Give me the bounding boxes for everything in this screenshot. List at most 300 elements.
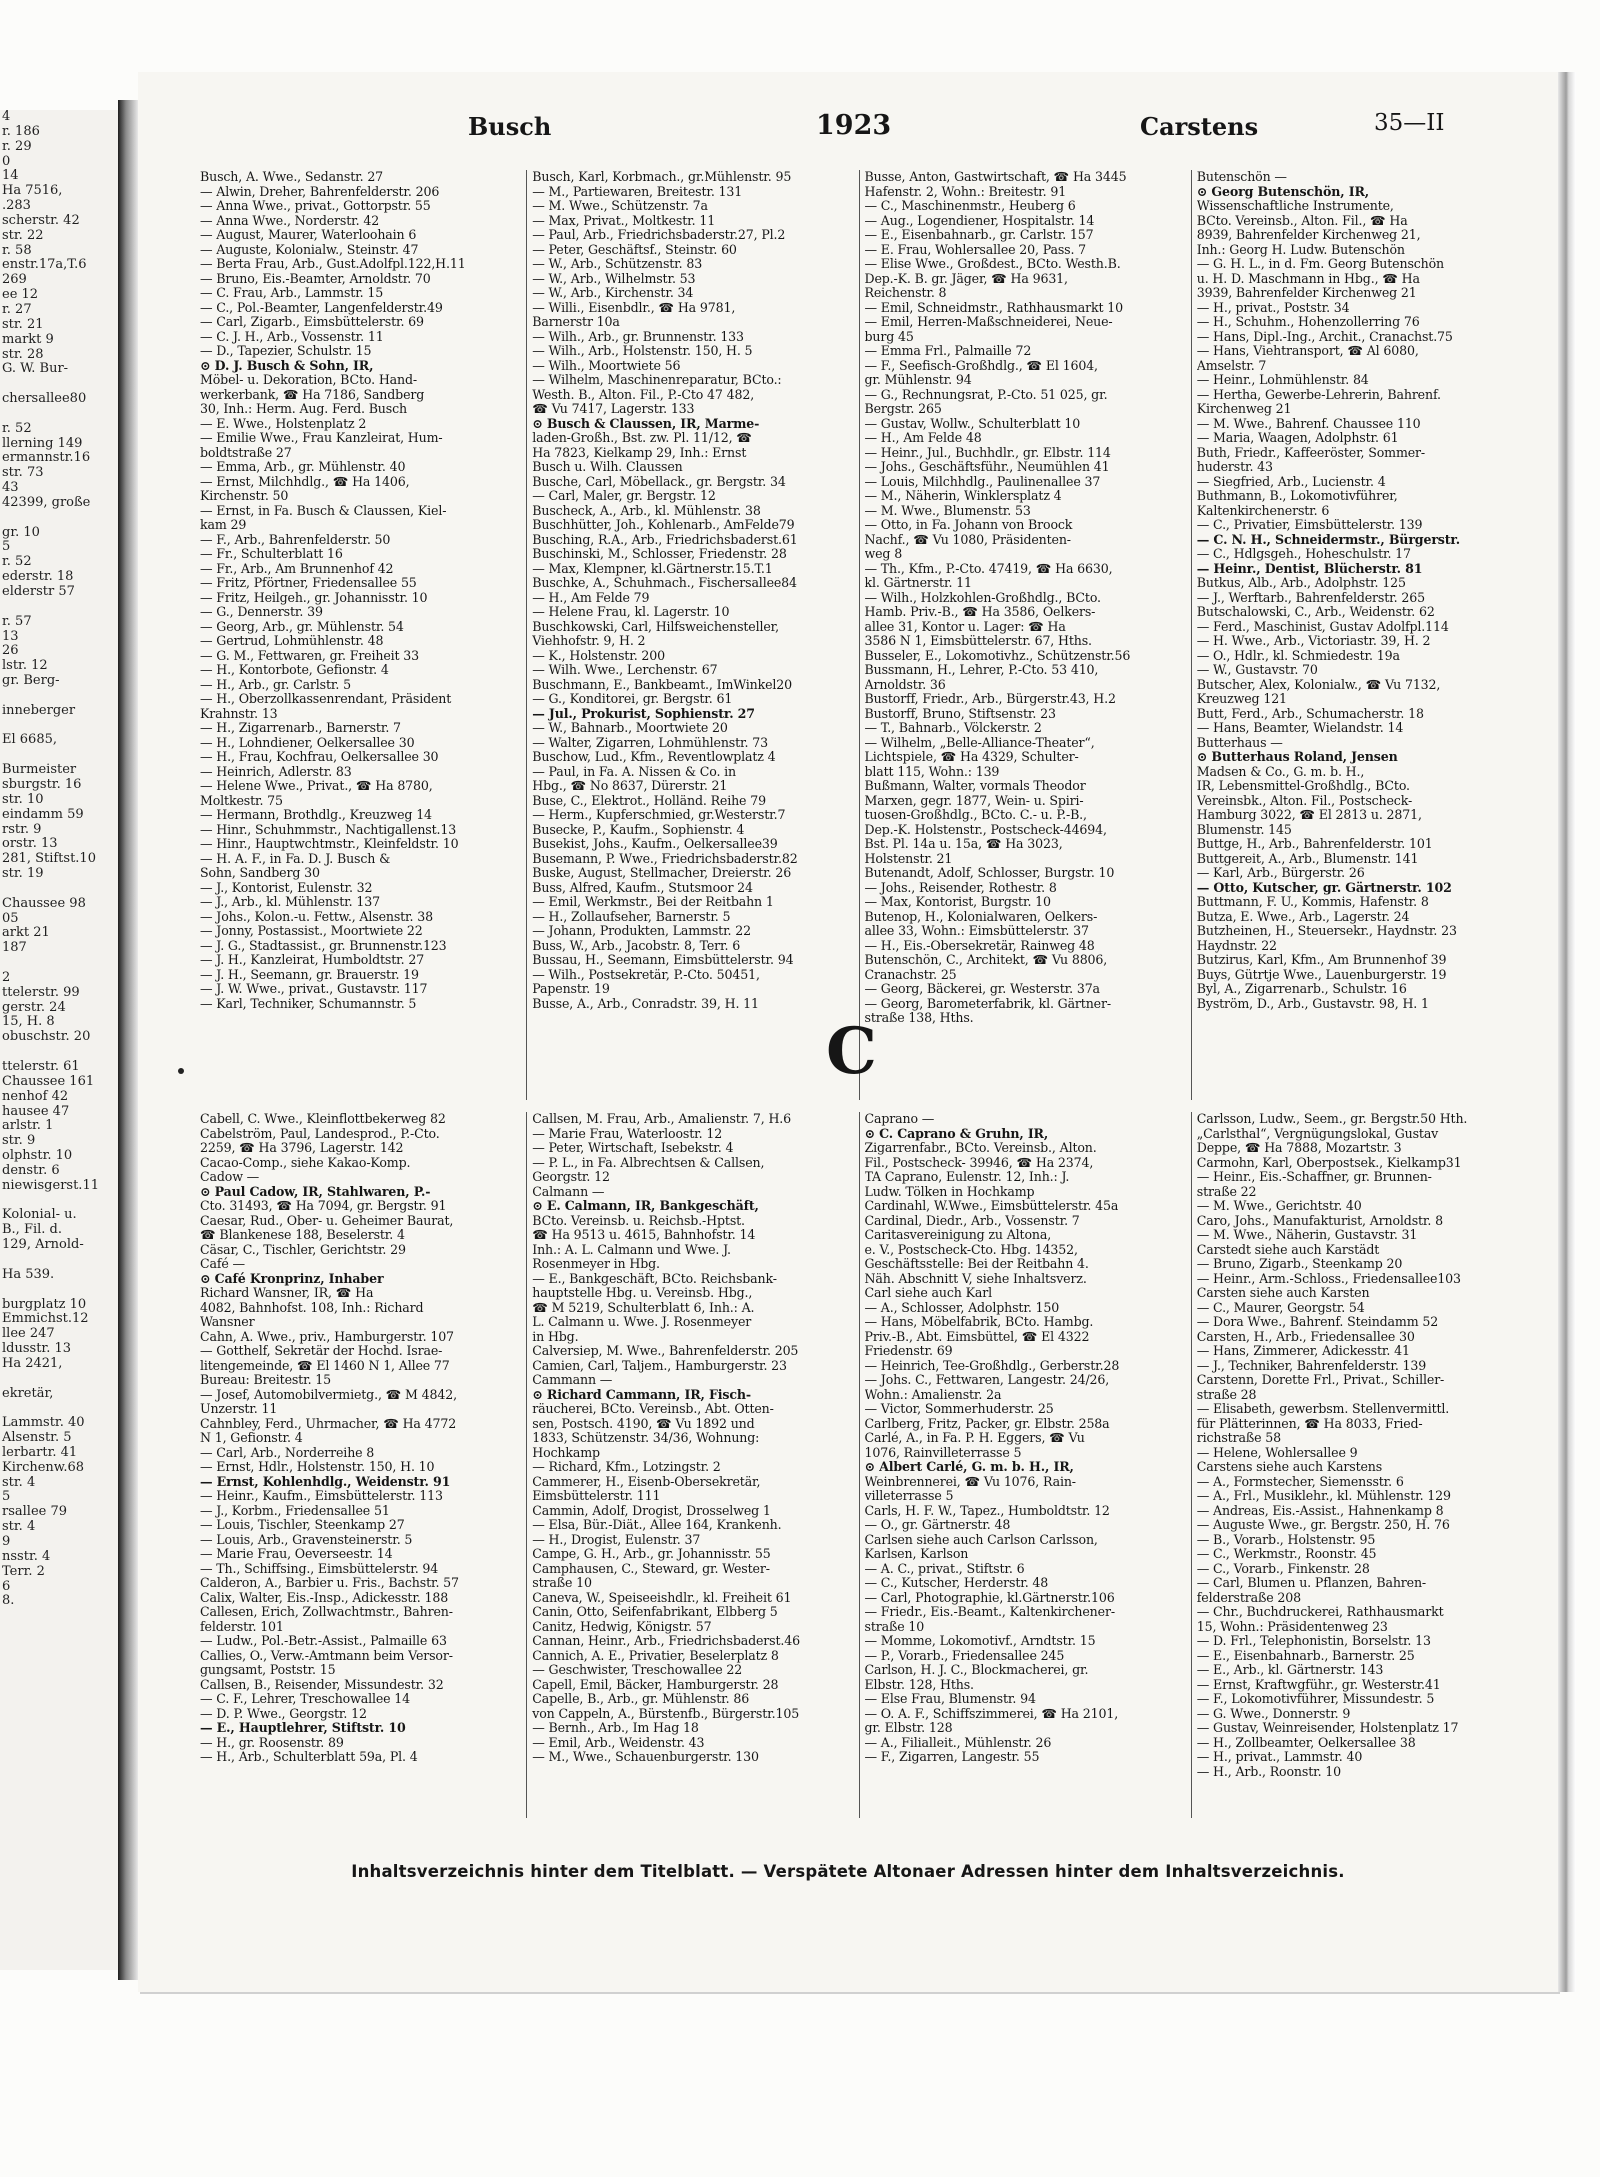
- directory-entry-line: — W., Arb., Kirchenstr. 34: [532, 286, 694, 300]
- fragment-line: [0, 689, 118, 704]
- fragment-line: 14: [2, 168, 19, 184]
- directory-entry-line: Butenschön —: [1196, 170, 1287, 184]
- directory-entry-line: Cranachstr. 25: [864, 967, 957, 982]
- directory-entry-line: — W., Arb., Wilhelmstr. 53: [532, 271, 696, 286]
- fragment-line: [0, 511, 118, 526]
- directory-entry-line: Cahn, A. Wwe., priv., Hamburgerstr. 107: [200, 1329, 454, 1344]
- directory-entry-line: — Wilhelm, Maschinenreparatur, BCto.:: [532, 373, 782, 387]
- fragment-line: r. 58: [2, 242, 32, 258]
- column-3: [865, 1112, 1192, 1818]
- directory-entry-line: Byström, D., Arb., Gustavstr. 98, H. 1: [1196, 996, 1429, 1011]
- fragment-line: [0, 1253, 118, 1268]
- directory-entry-line: Callsen, M. Frau, Arb., Amalienstr. 7, H.6: [532, 1112, 792, 1126]
- directory-entry-line: — Fritz, Heilgeh., gr. Johannisstr. 10: [200, 590, 428, 605]
- directory-entry-line: ☎ Blankenese 188, Beselerstr. 4: [200, 1228, 405, 1242]
- directory-entry-line: — H., Arb., gr. Carlstr. 5: [200, 677, 351, 692]
- directory-entry-line: — Hertha, Gewerbe-Lehrerin, Bahrenf.: [1196, 387, 1441, 402]
- directory-entry-line: Kirchenstr. 50: [200, 489, 289, 503]
- directory-entry-line: von Cappeln, A., Bürstenfb., Bürgerstr.105: [532, 1706, 800, 1721]
- directory-entry-line: 1833, Schützenstr. 34/36, Wohnung:: [532, 1431, 760, 1445]
- directory-entry-line: Zigarrenfabr., BCto. Vereinsb., Alton.: [864, 1141, 1097, 1155]
- directory-entry-line: — O. A. F., Schiffszimmerei, ☎ Ha 2101,: [864, 1706, 1119, 1721]
- fragment-line: [0, 600, 118, 615]
- fragment-line: Terr. 2: [2, 1563, 45, 1579]
- fragment-line: 269: [2, 272, 27, 288]
- fragment-line: inneberger: [2, 702, 76, 718]
- directory-entry-line: Hamburg 3022, ☎ El 2813 u. 2871,: [1196, 808, 1422, 822]
- directory-entry-line: Cardinahl, W.Wwe., Eimsbüttelerstr. 45a: [864, 1199, 1119, 1213]
- directory-entry-line: Kaltenkirchenerstr. 6: [1196, 503, 1330, 518]
- directory-entry-line: — Emil, Werkmstr., Bei der Reitbahn 1: [532, 895, 774, 909]
- directory-entry-line: — Wilh., Postsekretär, P.-Cto. 50451,: [532, 967, 760, 982]
- fragment-line: G. W. Bur-: [2, 361, 69, 377]
- directory-entry-line: Hamb. Priv.-B., ☎ Ha 3586, Oelkers-: [864, 605, 1096, 619]
- directory-entry-line: — H., Frau, Kochfrau, Oelkersallee 30: [200, 750, 439, 764]
- fragment-line: [0, 882, 118, 897]
- directory-entry-line: Campe, G. H., Arb., gr. Johannisstr. 55: [532, 1547, 771, 1561]
- directory-entry-line: — C. F., Lehrer, Treschowallee 14: [200, 1692, 411, 1706]
- directory-entry-line: Karlsen, Karlson: [864, 1547, 969, 1561]
- directory-entry-line: Buss, Alfred, Kaufm., Stutsmoor 24: [532, 880, 753, 895]
- directory-entry-line: L. Calmann u. Wwe. J. Rosenmeyer: [532, 1315, 752, 1329]
- directory-entry-line: — H., Am Felde 48: [864, 431, 982, 445]
- fragment-line: rstr. 9: [2, 821, 42, 837]
- directory-entry-line: — E., Eisenbahnarb., gr. Carlstr. 157: [864, 228, 1094, 242]
- directory-entry-line: kl. Gärtnerstr. 11: [864, 576, 972, 590]
- directory-entry-line: — Friedr., Eis.-Beamt., Kaltenkirchener-: [864, 1605, 1115, 1619]
- fragment-line: str. 4: [2, 1519, 36, 1535]
- fragment-line: 129, Arnold-: [2, 1237, 84, 1253]
- directory-entry-line: — J. W. Wwe., privat., Gustavstr. 117: [200, 982, 428, 996]
- directory-entry-line: Buschow, Lud., Kfm., Reventlowplatz 4: [532, 750, 776, 764]
- directory-entry-line: Bustorff, Friedr., Arb., Bürgerstr.43, H.2: [864, 692, 1116, 706]
- directory-entry-line: Caritasvereinigung zu Altona,: [864, 1228, 1052, 1242]
- directory-entry-line: allee 31, Kontor u. Lager: ☎ Ha: [864, 619, 1066, 634]
- directory-entry-line: Vereinsbk., Alton. Fil., Postscheck-: [1196, 793, 1413, 808]
- directory-entry-line: — Peter, Wirtschaft, Isebekstr. 4: [532, 1141, 734, 1155]
- directory-entry-line: — Carl, Blumen u. Pflanzen, Bahren-: [1196, 1576, 1427, 1590]
- directory-entry-line: Wissenschaftliche Instrumente,: [1196, 199, 1394, 213]
- fragment-line: str. 21: [2, 316, 44, 332]
- directory-entry-line: Bustorff, Bruno, Stiftsenstr. 23: [864, 706, 1056, 721]
- directory-entry-line: Cannan, Heinr., Arb., Friedrichsbaderst.46: [532, 1634, 800, 1648]
- directory-entry-line: — E., Eisenbahnarb., Barnerstr. 25: [1196, 1648, 1415, 1663]
- directory-entry-line: Cammann —: [532, 1373, 613, 1387]
- directory-entry-line: Reichenstr. 8: [864, 286, 947, 300]
- directory-entry-line: — Heinr., Arm.-Schloss., Friedensallee103: [1196, 1271, 1461, 1286]
- fragment-line: ldusstr. 13: [2, 1341, 72, 1357]
- directory-entry-line: — Anna Wwe., Norderstr. 42: [200, 213, 380, 228]
- directory-entry-line: Busch u. Wilh. Claussen: [532, 460, 683, 474]
- directory-entry-line: ⊙ Busch & Claussen, IR, Marme-: [532, 416, 760, 431]
- directory-entry-line: — Carl, Arb., Norderreihe 8: [200, 1445, 375, 1460]
- directory-entry-line: Callies, O., Verw.-Amtmann beim Versor-: [200, 1648, 453, 1663]
- directory-entry-line: e. V., Postscheck-Cto. Hbg. 14352,: [864, 1242, 1078, 1257]
- directory-entry-line: werkerbank, ☎ Ha 7186, Sandberg: [200, 387, 425, 402]
- directory-entry-line: — Emil, Arb., Weidenstr. 43: [532, 1735, 705, 1750]
- directory-entry-line: Sohn, Sandberg 30: [200, 866, 320, 880]
- directory-entry-line: Krahnstr. 13: [200, 706, 278, 721]
- directory-entry-line: Carlé, A., in Fa. P. H. Eggers, ☎ Vu: [864, 1431, 1085, 1445]
- directory-entry-line: — Ernst, Kraftwgführ., gr. Westerstr.41: [1196, 1677, 1441, 1692]
- directory-entry-line: Butt, Ferd., Arb., Schumacherstr. 18: [1196, 706, 1424, 721]
- directory-entry-line: 30, Inh.: Herm. Aug. Ferd. Busch: [200, 402, 407, 416]
- directory-entry-line: IR, Lebensmittel-Großhdlg., BCto.: [1196, 779, 1410, 793]
- directory-entry-line: u. H. D. Maschmann in Hbg., ☎ Ha: [1196, 271, 1420, 286]
- directory-entry-line: sen, Postsch. 4190, ☎ Vu 1892 und: [532, 1416, 755, 1431]
- directory-entry-line: — Johs., Reisender, Rothestr. 8: [864, 880, 1057, 895]
- directory-entry-line: — Geschwister, Treschowallee 22: [532, 1663, 743, 1677]
- directory-entry-line: — H., Zollaufseher, Barnerstr. 5: [532, 909, 731, 924]
- fragment-line: 43: [2, 480, 19, 496]
- fragment-line: ermannstr.16: [2, 450, 91, 466]
- directory-entry-line: — Karl, Techniker, Schumannstr. 5: [200, 996, 417, 1011]
- fragment-line: Ha 539.: [2, 1266, 55, 1282]
- directory-entry-line: „Carlsthal“, Vergnügungslokal, Gustav: [1196, 1126, 1439, 1141]
- directory-entry-line: — P., Vorarb., Friedensallee 245: [864, 1648, 1065, 1663]
- directory-entry-line: Cäsar, C., Tischler, Gerichtstr. 29: [200, 1242, 406, 1257]
- fragment-line: 9: [2, 1534, 11, 1549]
- directory-entry-line: — C. J. H., Arb., Vossenstr. 11: [200, 329, 384, 344]
- directory-entry-line: Butza, E. Wwe., Arb., Lagerstr. 24: [1196, 909, 1410, 924]
- directory-entry-line: Holstenstr. 21: [864, 851, 953, 866]
- directory-entry-line: — H., Zollbeamter, Oelkersallee 38: [1196, 1735, 1416, 1750]
- directory-entry-line: kam 29: [200, 518, 247, 532]
- directory-entry-line: Butscher, Alex, Kolonialw., ☎ Vu 7132,: [1196, 677, 1441, 692]
- fragment-line: str. 73: [2, 465, 44, 481]
- fragment-line: scherstr. 42: [2, 212, 80, 228]
- directory-entry-line: — Walter, Zigarren, Lohmühlenstr. 73: [532, 735, 768, 750]
- directory-entry-line: Cabell, C. Wwe., Kleinflottbekerweg 82: [200, 1112, 446, 1126]
- directory-entry-line: Carlsen siehe auch Carlson Carlsson,: [864, 1532, 1098, 1547]
- directory-entry-line: ⊙ Albert Carlé, G. m. b. H., IR,: [864, 1460, 1074, 1474]
- directory-entry-line: — K., Holstenstr. 200: [532, 648, 665, 663]
- directory-entry-line: Möbel- u. Dekoration, BCto. Hand-: [200, 373, 417, 387]
- directory-entry-line: Westh. B., Alton. Fil., P.-Cto 47 482,: [532, 387, 755, 402]
- directory-entry-line: Weinbrennerei, ☎ Vu 1076, Rain-: [864, 1474, 1076, 1489]
- fragment-line: enstr.17a,T.6: [2, 257, 87, 273]
- section-c-columns: [200, 1112, 1518, 1818]
- column-1: [200, 1112, 527, 1818]
- directory-entry-line: 8939, Bahrenfelder Kirchenweg 21,: [1196, 228, 1421, 242]
- directory-entry-line: Butenschön, C., Architekt, ☎ Vu 8806,: [864, 953, 1108, 967]
- directory-entry-line: — A., Formstecher, Siemensstr. 6: [1196, 1474, 1404, 1489]
- directory-entry-line: — Otto, in Fa. Johann von Broock: [864, 518, 1073, 532]
- directory-entry-line: Buschhütter, Joh., Kohlenarb., AmFelde79: [532, 518, 795, 532]
- directory-entry-line: — C., Maurer, Georgstr. 54: [1196, 1300, 1365, 1315]
- fragment-line: r. 27: [2, 301, 32, 317]
- directory-entry-line: Unzerstr. 11: [200, 1402, 278, 1416]
- directory-entry-line: — Hans, Dipl.-Ing., Archit., Cranachst.75: [1196, 329, 1453, 344]
- fragment-line: ederstr. 18: [2, 569, 74, 585]
- directory-entry-line: ⊙ Georg Butenschön, IR,: [1196, 184, 1369, 199]
- directory-entry-line: — Heinr., Jul., Buchhdlr., gr. Elbstr. 114: [864, 445, 1111, 460]
- fragment-line: gr. Berg-: [2, 673, 60, 689]
- directory-entry-line: — Fr., Arb., Am Brunnenhof 42: [200, 561, 394, 576]
- directory-entry-line: — Maria, Waagen, Adolphstr. 61: [1196, 431, 1399, 445]
- fragment-line: Burmeister: [2, 762, 77, 778]
- directory-entry-line: ☎ M 5219, Schulterblatt 6, Inh.: A.: [532, 1300, 755, 1315]
- directory-entry-line: Bußmann, Walter, vormals Theodor: [864, 779, 1086, 793]
- directory-entry-line: — Bruno, Zigarb., Steenkamp 20: [1196, 1257, 1403, 1271]
- directory-entry-line: Bussmann, H., Lehrer, P.-Cto. 53 410,: [864, 663, 1099, 677]
- directory-entry-line: — H., gr. Roosenstr. 89: [200, 1735, 344, 1750]
- fragment-line: Kirchenw.68: [2, 1459, 85, 1475]
- directory-entry-line: — D. Frl., Telephonistin, Borselstr. 13: [1196, 1634, 1431, 1648]
- directory-entry-line: Carl siehe auch Karl: [864, 1286, 992, 1300]
- directory-entry-line: Carsten siehe auch Karsten: [1196, 1286, 1370, 1300]
- directory-entry-line: — Hans, Viehtransport, ☎ Al 6080,: [1196, 344, 1419, 358]
- directory-entry-line: Caro, Johs., Manufakturist, Arnoldstr. 8: [1196, 1213, 1443, 1228]
- fragment-line: Ha 2421,: [2, 1355, 63, 1371]
- fragment-line: r. 186: [2, 123, 40, 139]
- directory-entry-line: — J. G., Stadtassist., gr. Brunnenstr.123: [200, 938, 447, 953]
- directory-entry-line: — J., Korbm., Friedensallee 51: [200, 1503, 390, 1518]
- directory-entry-line: Haydnstr. 22: [1196, 938, 1277, 953]
- directory-entry-line: — Ernst, Kohlenhdlg., Weidenstr. 91: [200, 1474, 451, 1489]
- directory-entry-line: — J., Werftarb., Bahrenfelderstr. 265: [1196, 590, 1425, 605]
- directory-entry-line: Dep.-K. B. gr. Jäger, ☎ Ha 9631,: [864, 271, 1068, 286]
- directory-entry-line: Buys, Gütrtje Wwe., Lauenburgerstr. 19: [1196, 967, 1447, 982]
- directory-entry-line: Caneva, W., Speiseeishdlr., kl. Freiheit 61: [532, 1590, 792, 1605]
- directory-entry-line: Cammerer, H., Eisenb-Obersekretär,: [532, 1474, 761, 1489]
- column-2: [532, 1112, 859, 1818]
- directory-entry-line: — Wilhelm, „Belle-Alliance-Theater“,: [864, 735, 1095, 750]
- directory-entry-line: — Carl, Zigarb., Eimsbüttelerstr. 69: [200, 315, 424, 329]
- directory-entry-line: — C., Maschinenmstr., Heuberg 6: [864, 199, 1076, 213]
- fragment-line: 26: [2, 643, 19, 659]
- directory-entry-line: Cardinal, Diedr., Arb., Vossenstr. 7: [864, 1213, 1080, 1228]
- directory-entry-line: Butenandt, Adolf, Schlosser, Burgstr. 10: [864, 866, 1115, 880]
- page-gutter: [118, 100, 138, 1980]
- directory-entry-line: Canin, Otto, Seifenfabrikant, Elbberg 5: [532, 1605, 778, 1619]
- directory-entry-line: Camien, Carl, Taljem., Hamburgerstr. 23: [532, 1358, 787, 1373]
- directory-entry-line: Butzheinen, H., Steuersekr., Haydnstr. 23: [1196, 924, 1457, 938]
- page-number: 35—II: [1374, 110, 1445, 136]
- directory-entry-line: — Heinrich, Adlerstr. 83: [200, 764, 352, 779]
- directory-entry-line: — Wilh., Holzkohlen-Großhdlg., BCto.: [864, 590, 1101, 605]
- directory-entry-line: boldtstraße 27: [200, 445, 292, 460]
- fragment-line: 42399, große: [2, 494, 91, 510]
- directory-entry-line: — J., Techniker, Bahrenfelderstr. 139: [1196, 1358, 1427, 1373]
- directory-entry-line: — Paul, Arb., Friedrichsbaderstr.27, Pl.2: [532, 228, 786, 242]
- directory-entry-line: — Ernst, Milchhdlg., ☎ Ha 1406,: [200, 474, 410, 489]
- directory-entry-line: — F., Seefisch-Großhdlg., ☎ El 1604,: [864, 358, 1098, 373]
- directory-entry-line: Friedenstr. 69: [864, 1344, 953, 1358]
- directory-entry-line: — Jul., Prokurist, Sophienstr. 27: [532, 706, 755, 721]
- directory-entry-line: burg 45: [864, 329, 914, 344]
- fragment-line: sburgstr. 16: [2, 776, 82, 792]
- directory-entry-line: Papenstr. 19: [532, 982, 610, 996]
- directory-entry-line: — G., Konditorei, gr. Bergstr. 61: [532, 692, 733, 706]
- fragment-line: ttelerstr. 99: [2, 984, 80, 1000]
- directory-entry-line: — E., Bankgeschäft, BCto. Reichsbank-: [532, 1271, 777, 1286]
- directory-entry-line: Buttmann, F. U., Kommis, Hafenstr. 8: [1196, 895, 1429, 909]
- directory-entry-line: — Willi., Eisenbdlr., ☎ Ha 9781,: [532, 300, 736, 315]
- directory-entry-line: — Momme, Lokomotivf., Arndtstr. 15: [864, 1634, 1096, 1648]
- directory-entry-line: — Johann, Produkten, Lammstr. 22: [532, 924, 751, 938]
- directory-entry-line: TA Caprano, Eulenstr. 12, Inh.: J.: [864, 1170, 1070, 1184]
- directory-entry-line: Busche, Carl, Möbellack., gr. Bergstr. 34: [532, 474, 786, 489]
- directory-entry-line: — Emma Frl., Palmaille 72: [864, 344, 1032, 358]
- directory-entry-line: — J., Arb., kl. Mühlenstr. 137: [200, 895, 380, 909]
- directory-entry-line: — Heinr., Lohmühlenstr. 84: [1196, 373, 1369, 387]
- directory-entry-line: Blumenstr. 145: [1196, 822, 1292, 837]
- directory-entry-line: Carmohn, Karl, Oberpostsek., Kielkamp31: [1196, 1155, 1462, 1170]
- fragment-line: str. 10: [2, 791, 44, 807]
- directory-entry-line: Inh.: Georg H. Ludw. Butenschön: [1196, 242, 1405, 257]
- directory-entry-line: — Emilie Wwe., Frau Kanzleirat, Hum-: [200, 431, 443, 445]
- fragment-line: 8.: [2, 1593, 15, 1609]
- directory-entry-line: — Elisabeth, gewerbsm. Stellenvermittl.: [1196, 1402, 1450, 1416]
- fragment-line: Chaussee 98: [2, 895, 86, 911]
- header-left-keyword: Busch: [468, 112, 552, 141]
- fragment-line: 5: [2, 539, 11, 555]
- directory-entry-line: Hafenstr. 2, Wohn.: Breitestr. 91: [864, 184, 1067, 199]
- directory-entry-line: Bergstr. 265: [864, 402, 942, 416]
- directory-entry-line: Busemann, P. Wwe., Friedrichsbaderstr.82: [532, 851, 798, 866]
- directory-entry-line: — Helene, Wohlersallee 9: [1196, 1445, 1358, 1460]
- directory-entry-line: — C. N. H., Schneidermstr., Bürgerstr.: [1196, 532, 1460, 547]
- directory-entry-line: — F., Arb., Bahrenfelderstr. 50: [200, 532, 391, 547]
- directory-entry-line: Butzirus, Karl, Kfm., Am Brunnenhof 39: [1196, 953, 1447, 967]
- fragment-line: arlstr. 1: [2, 1118, 54, 1134]
- fragment-line: elderstr 57: [2, 584, 75, 599]
- directory-entry-line: — H., Schuhm., Hohenzollerring 76: [1196, 315, 1420, 329]
- fragment-line: Lammstr. 40: [2, 1415, 85, 1431]
- directory-entry-line: Canitz, Hedwig, Königstr. 57: [532, 1619, 712, 1634]
- directory-entry-line: Buschmann, E., Bankbeamt., ImWinkel20: [532, 677, 793, 692]
- directory-entry-line: — C. Frau, Arb., Lammstr. 15: [200, 286, 384, 300]
- directory-entry-line: — C., Pol.-Beamter, Langenfelderstr.49: [200, 300, 443, 315]
- directory-entry-line: Viehhofstr. 9, H. 2: [532, 634, 646, 648]
- directory-entry-line: — Gotthelf, Sekretär der Hochd. Israe-: [200, 1344, 443, 1358]
- fragment-line: markt 9: [2, 331, 54, 347]
- directory-entry-line: Buthmann, B., Lokomotivführer,: [1196, 489, 1398, 503]
- fragment-line: [0, 1045, 118, 1060]
- fragment-line: 0: [2, 153, 11, 169]
- fragment-line: [0, 1372, 118, 1387]
- column-4: [1197, 1112, 1518, 1818]
- directory-entry-line: gr. Mühlenstr. 94: [864, 373, 972, 387]
- directory-entry-line: felderstraße 208: [1196, 1590, 1301, 1605]
- directory-entry-line: — T., Bahnarb., Völckerstr. 2: [864, 721, 1042, 735]
- fragment-line: 2: [2, 969, 11, 985]
- directory-entry-line: Buttge, H., Arb., Bahrenfelderstr. 101: [1196, 837, 1433, 851]
- fragment-line: [0, 377, 118, 392]
- directory-entry-line: — G. M., Fettwaren, gr. Freiheit 33: [200, 648, 419, 663]
- fragment-line: str. 22: [2, 227, 44, 243]
- directory-entry-line: — Gertrud, Lohmühlenstr. 48: [200, 634, 384, 648]
- directory-entry-line: — C., Kutscher, Herderstr. 48: [864, 1576, 1049, 1590]
- fragment-line: orstr. 13: [2, 836, 58, 852]
- directory-entry-line: — P. L., in Fa. Albrechtsen & Callsen,: [532, 1155, 765, 1170]
- directory-entry-line: ☎ Ha 9513 u. 4615, Bahnhofstr. 14: [532, 1228, 756, 1242]
- header-right-keyword: Carstens: [1140, 112, 1259, 141]
- directory-entry-line: — Gustav, Weinreisender, Holstenplatz 17: [1196, 1721, 1459, 1735]
- directory-entry-line: — Carl, Photographie, kl.Gärtnerstr.106: [864, 1590, 1115, 1605]
- directory-entry-line: — Wilh., Arb., Holstenstr. 150, H. 5: [532, 344, 753, 358]
- directory-entry-line: — Hinr., Hauptwchtmstr., Kleinfeldstr. 10: [200, 837, 459, 851]
- directory-entry-line: — E., Arb., kl. Gärtnerstr. 143: [1196, 1663, 1384, 1677]
- directory-entry-line: — Helene Wwe., Privat., ☎ Ha 8780,: [200, 779, 433, 793]
- directory-entry-line: Rosenmeyer in Hbg.: [532, 1257, 660, 1271]
- directory-entry-line: — Th., Schiffsing., Eimsbüttelerstr. 94: [200, 1561, 439, 1576]
- directory-entry-line: Carstens siehe auch Karstens: [1196, 1460, 1383, 1474]
- directory-entry-line: Bureau: Breitestr. 15: [200, 1373, 332, 1387]
- directory-entry-line: — Andreas, Eis.-Assist., Hahnenkamp 8: [1196, 1503, 1444, 1518]
- fragment-line: Emmichst.12: [2, 1311, 89, 1327]
- fragment-line: nenhof 42: [2, 1088, 69, 1104]
- directory-entry-line: — H., Am Felde 79: [532, 590, 650, 605]
- fragment-line: r. 57: [2, 613, 32, 629]
- directory-entry-line: Busch, A. Wwe., Sedanstr. 27: [200, 170, 384, 184]
- directory-entry-line: blatt 115, Wohn.: 139: [864, 764, 1000, 779]
- directory-entry-line: — Berta Frau, Arb., Gust.Adolfpl.122,H.11: [200, 257, 466, 271]
- directory-entry-line: — Hermann, Brothdlg., Kreuzweg 14: [200, 808, 432, 822]
- directory-entry-line: — Elsa, Bür.-Diät., Allee 164, Krankenh.: [532, 1518, 782, 1532]
- directory-entry-line: Café —: [200, 1257, 245, 1271]
- directory-entry-line: — H., Oberzollkassenrendant, Präsident: [200, 692, 452, 706]
- directory-entry-line: — Fr., Schulterblatt 16: [200, 547, 343, 561]
- directory-entry-line: — Aug., Logendiener, Hospitalstr. 14: [864, 213, 1095, 228]
- directory-entry-line: Calderon, A., Barbier u. Fris., Bachstr. 57: [200, 1576, 459, 1590]
- directory-entry-line: — Georg, Arb., gr. Mühlenstr. 54: [200, 619, 404, 634]
- directory-entry-line: Butterhaus —: [1196, 735, 1283, 750]
- fragment-line: str. 9: [2, 1133, 36, 1149]
- directory-entry-line: — Anna Wwe., privat., Gottorpstr. 55: [200, 199, 431, 213]
- fragment-line: 281, Stiftst.10: [2, 851, 96, 867]
- directory-entry-line: — Gustav, Wollw., Schulterblatt 10: [864, 416, 1081, 431]
- directory-entry-line: felderstr. 101: [200, 1619, 284, 1634]
- directory-entry-line: Butkus, Alb., Arb., Adolphstr. 125: [1196, 576, 1406, 590]
- directory-entry-line: Lichtspiele, ☎ Ha 4329, Schulter-: [864, 750, 1079, 764]
- directory-entry-line: — Max, Privat., Moltkestr. 11: [532, 213, 716, 228]
- directory-entry-line: — M., Wwe., Schauenburgerstr. 130: [532, 1750, 759, 1764]
- directory-entry-line: Buse, C., Elektrot., Holländ. Reihe 79: [532, 793, 766, 808]
- directory-entry-line: Calmann —: [532, 1184, 605, 1199]
- fragment-line: llee 247: [2, 1326, 55, 1342]
- directory-entry-line: Butschalowski, C., Arb., Weidenstr. 62: [1196, 605, 1435, 619]
- directory-entry-line: Busse, A., Arb., Conradstr. 39, H. 11: [532, 996, 759, 1011]
- directory-entry-line: — M. Wwe., Bahrenf. Chaussee 110: [1196, 416, 1421, 431]
- directory-entry-line: Callsen, B., Reisender, Missundestr. 32: [200, 1677, 444, 1692]
- directory-entry-line: — Wilh. Wwe., Lerchenstr. 67: [532, 663, 718, 677]
- directory-entry-line: — Wilh., Moortwiete 56: [532, 358, 681, 373]
- directory-entry-line: — W., Bahnarb., Moortwiete 20: [532, 721, 728, 735]
- directory-entry-line: — H., privat., Poststr. 34: [1196, 300, 1350, 315]
- column-4: [1197, 170, 1518, 1100]
- directory-entry-line: für Plätterinnen, ☎ Ha 8033, Fried-: [1196, 1416, 1423, 1431]
- directory-entry-line: Ha 7823, Kielkamp 29, Inh.: Ernst: [532, 445, 747, 460]
- directory-entry-line: huderstr. 43: [1196, 460, 1273, 474]
- directory-entry-line: laden-Großh., Bst. zw. Pl. 11/12, ☎: [532, 431, 752, 445]
- directory-entry-line: Amselstr. 7: [1196, 358, 1267, 373]
- directory-entry-line: — O., gr. Gärtnerstr. 48: [864, 1518, 1011, 1532]
- page-edge: [1558, 72, 1576, 1992]
- directory-entry-line: Wansner: [200, 1315, 255, 1329]
- directory-entry-line: Carlberg, Fritz, Packer, gr. Elbstr. 258a: [864, 1416, 1110, 1431]
- directory-entry-line: — D., Tapezier, Schulstr. 15: [200, 344, 372, 358]
- directory-entry-line: — J. H., Seemann, gr. Brauerstr. 19: [200, 967, 419, 982]
- directory-entry-line: — H., Zigarrenarb., Barnerstr. 7: [200, 721, 401, 735]
- directory-entry-line: — M. Wwe., Blumenstr. 53: [864, 503, 1031, 518]
- directory-entry-line: ⊙ E. Calmann, IR, Bankgeschäft,: [532, 1199, 759, 1213]
- fragment-line: str. 4: [2, 1474, 36, 1490]
- fragment-line: rsallee 79: [2, 1504, 68, 1520]
- directory-entry-line: — A. C., privat., Stiftstr. 6: [864, 1561, 1025, 1576]
- directory-entry-line: Capell, Emil, Bäcker, Hamburgerstr. 28: [532, 1677, 779, 1692]
